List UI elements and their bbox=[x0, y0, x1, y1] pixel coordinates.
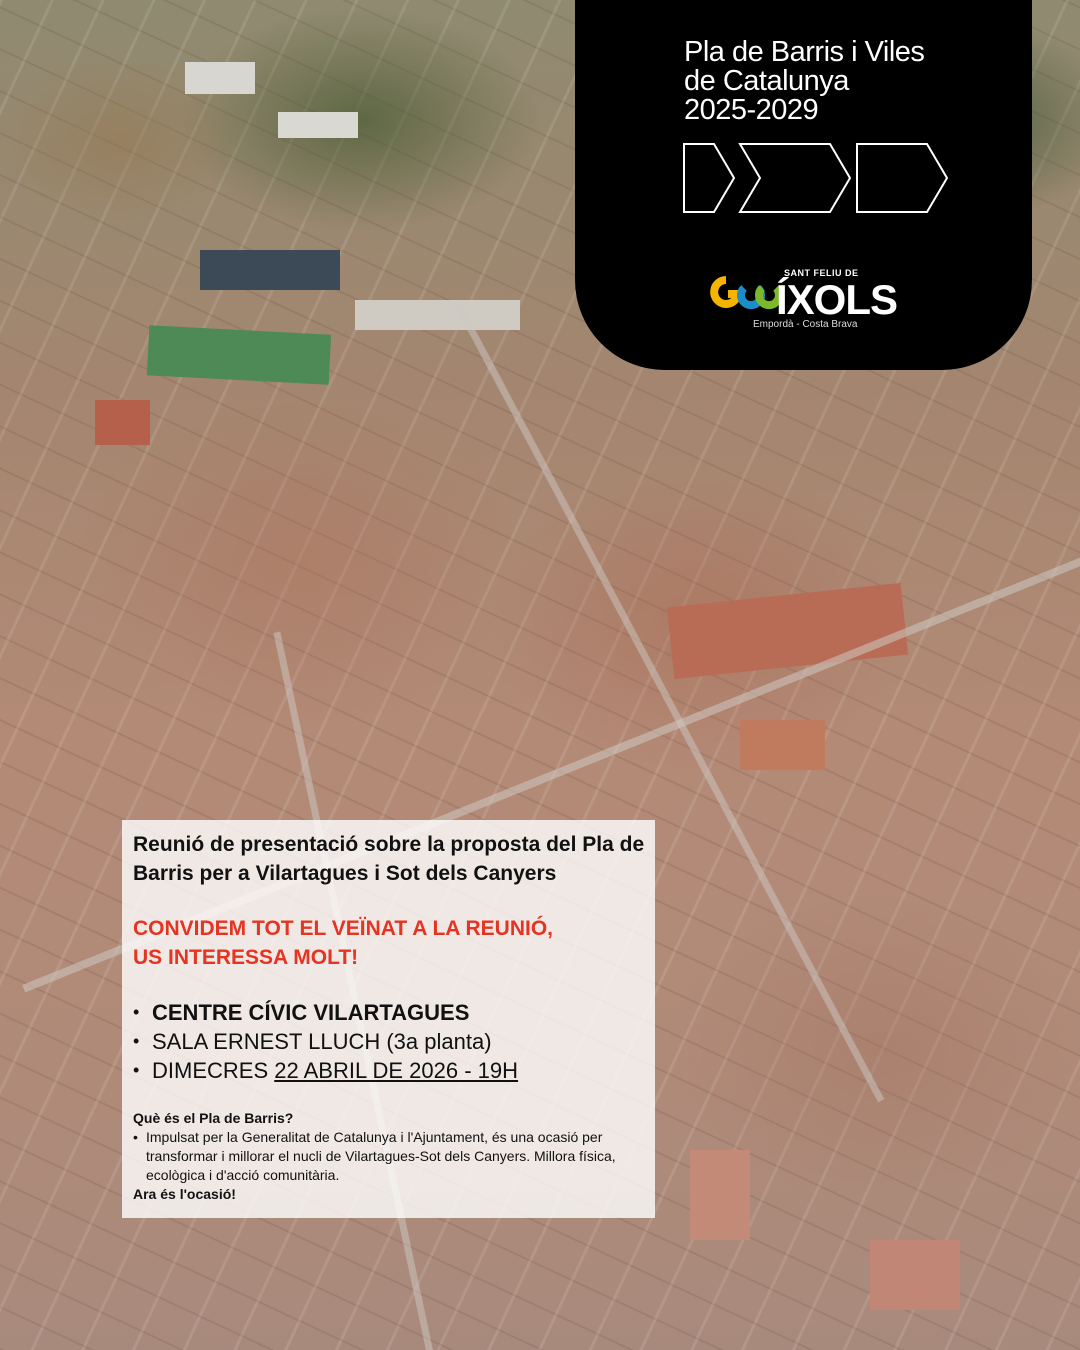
chevron-shape bbox=[857, 144, 947, 212]
building-block bbox=[740, 720, 825, 770]
detail-date bbox=[133, 1056, 645, 1085]
meeting-heading: Reunió de presentació sobre la proposta del Pla de Barris per a Vilartagues i Sot dels Canyers bbox=[133, 833, 645, 885]
building-block bbox=[185, 62, 255, 94]
plan-title: Pla de Barris i Viles de Catalunya 2025-2029 bbox=[684, 36, 925, 126]
what-is-heading: Què és el Pla de Barris? bbox=[133, 1110, 294, 1126]
what-is-body: • Impulsat per la Generalitat de Catalunya i l'Ajuntament, és una ocasió per transformar i millorar el nucli de Vilartagues-Sot dels Canyers. Millora física, ecològica i d'acció comunitària. bbox=[133, 1128, 645, 1185]
venue-text: CENTRE CÍVIC VILARTAGUES bbox=[152, 1000, 470, 1025]
logo-top-text: SANT FELIU DE bbox=[784, 268, 859, 278]
date-value: 22 ABRIL DE 2026 - 19H bbox=[274, 1058, 519, 1083]
building-block bbox=[690, 1150, 750, 1240]
sports-field bbox=[147, 325, 331, 384]
arrow-chevrons-graphic bbox=[680, 140, 952, 220]
room-text: SALA ERNEST LLUCH (3a planta) bbox=[152, 1029, 492, 1054]
building-block bbox=[667, 583, 908, 679]
call-to-action: Ara és l'ocasió! bbox=[133, 1186, 236, 1202]
sports-field bbox=[200, 250, 340, 290]
building-block bbox=[95, 400, 150, 445]
building-block bbox=[355, 300, 520, 330]
logo-tagline: Empordà - Costa Brava bbox=[753, 319, 858, 330]
event-details-list bbox=[133, 998, 645, 1085]
invite-text: CONVIDEM TOT EL VEÏNAT A LA REUNIÓ, US INTERESSA MOLT! bbox=[133, 917, 554, 969]
chevron-shape bbox=[740, 144, 850, 212]
building-block bbox=[278, 112, 358, 138]
logo-ring-icon bbox=[706, 270, 780, 314]
building-block bbox=[870, 1240, 960, 1310]
detail-room bbox=[133, 1027, 645, 1056]
municipal-logo bbox=[700, 262, 920, 334]
date-prefix: DIMECRES bbox=[152, 1058, 275, 1083]
info-card bbox=[122, 820, 655, 1218]
logo-wordmark: ÍXOLS bbox=[776, 276, 898, 323]
chevron-shape bbox=[684, 144, 734, 212]
detail-venue bbox=[133, 998, 645, 1027]
